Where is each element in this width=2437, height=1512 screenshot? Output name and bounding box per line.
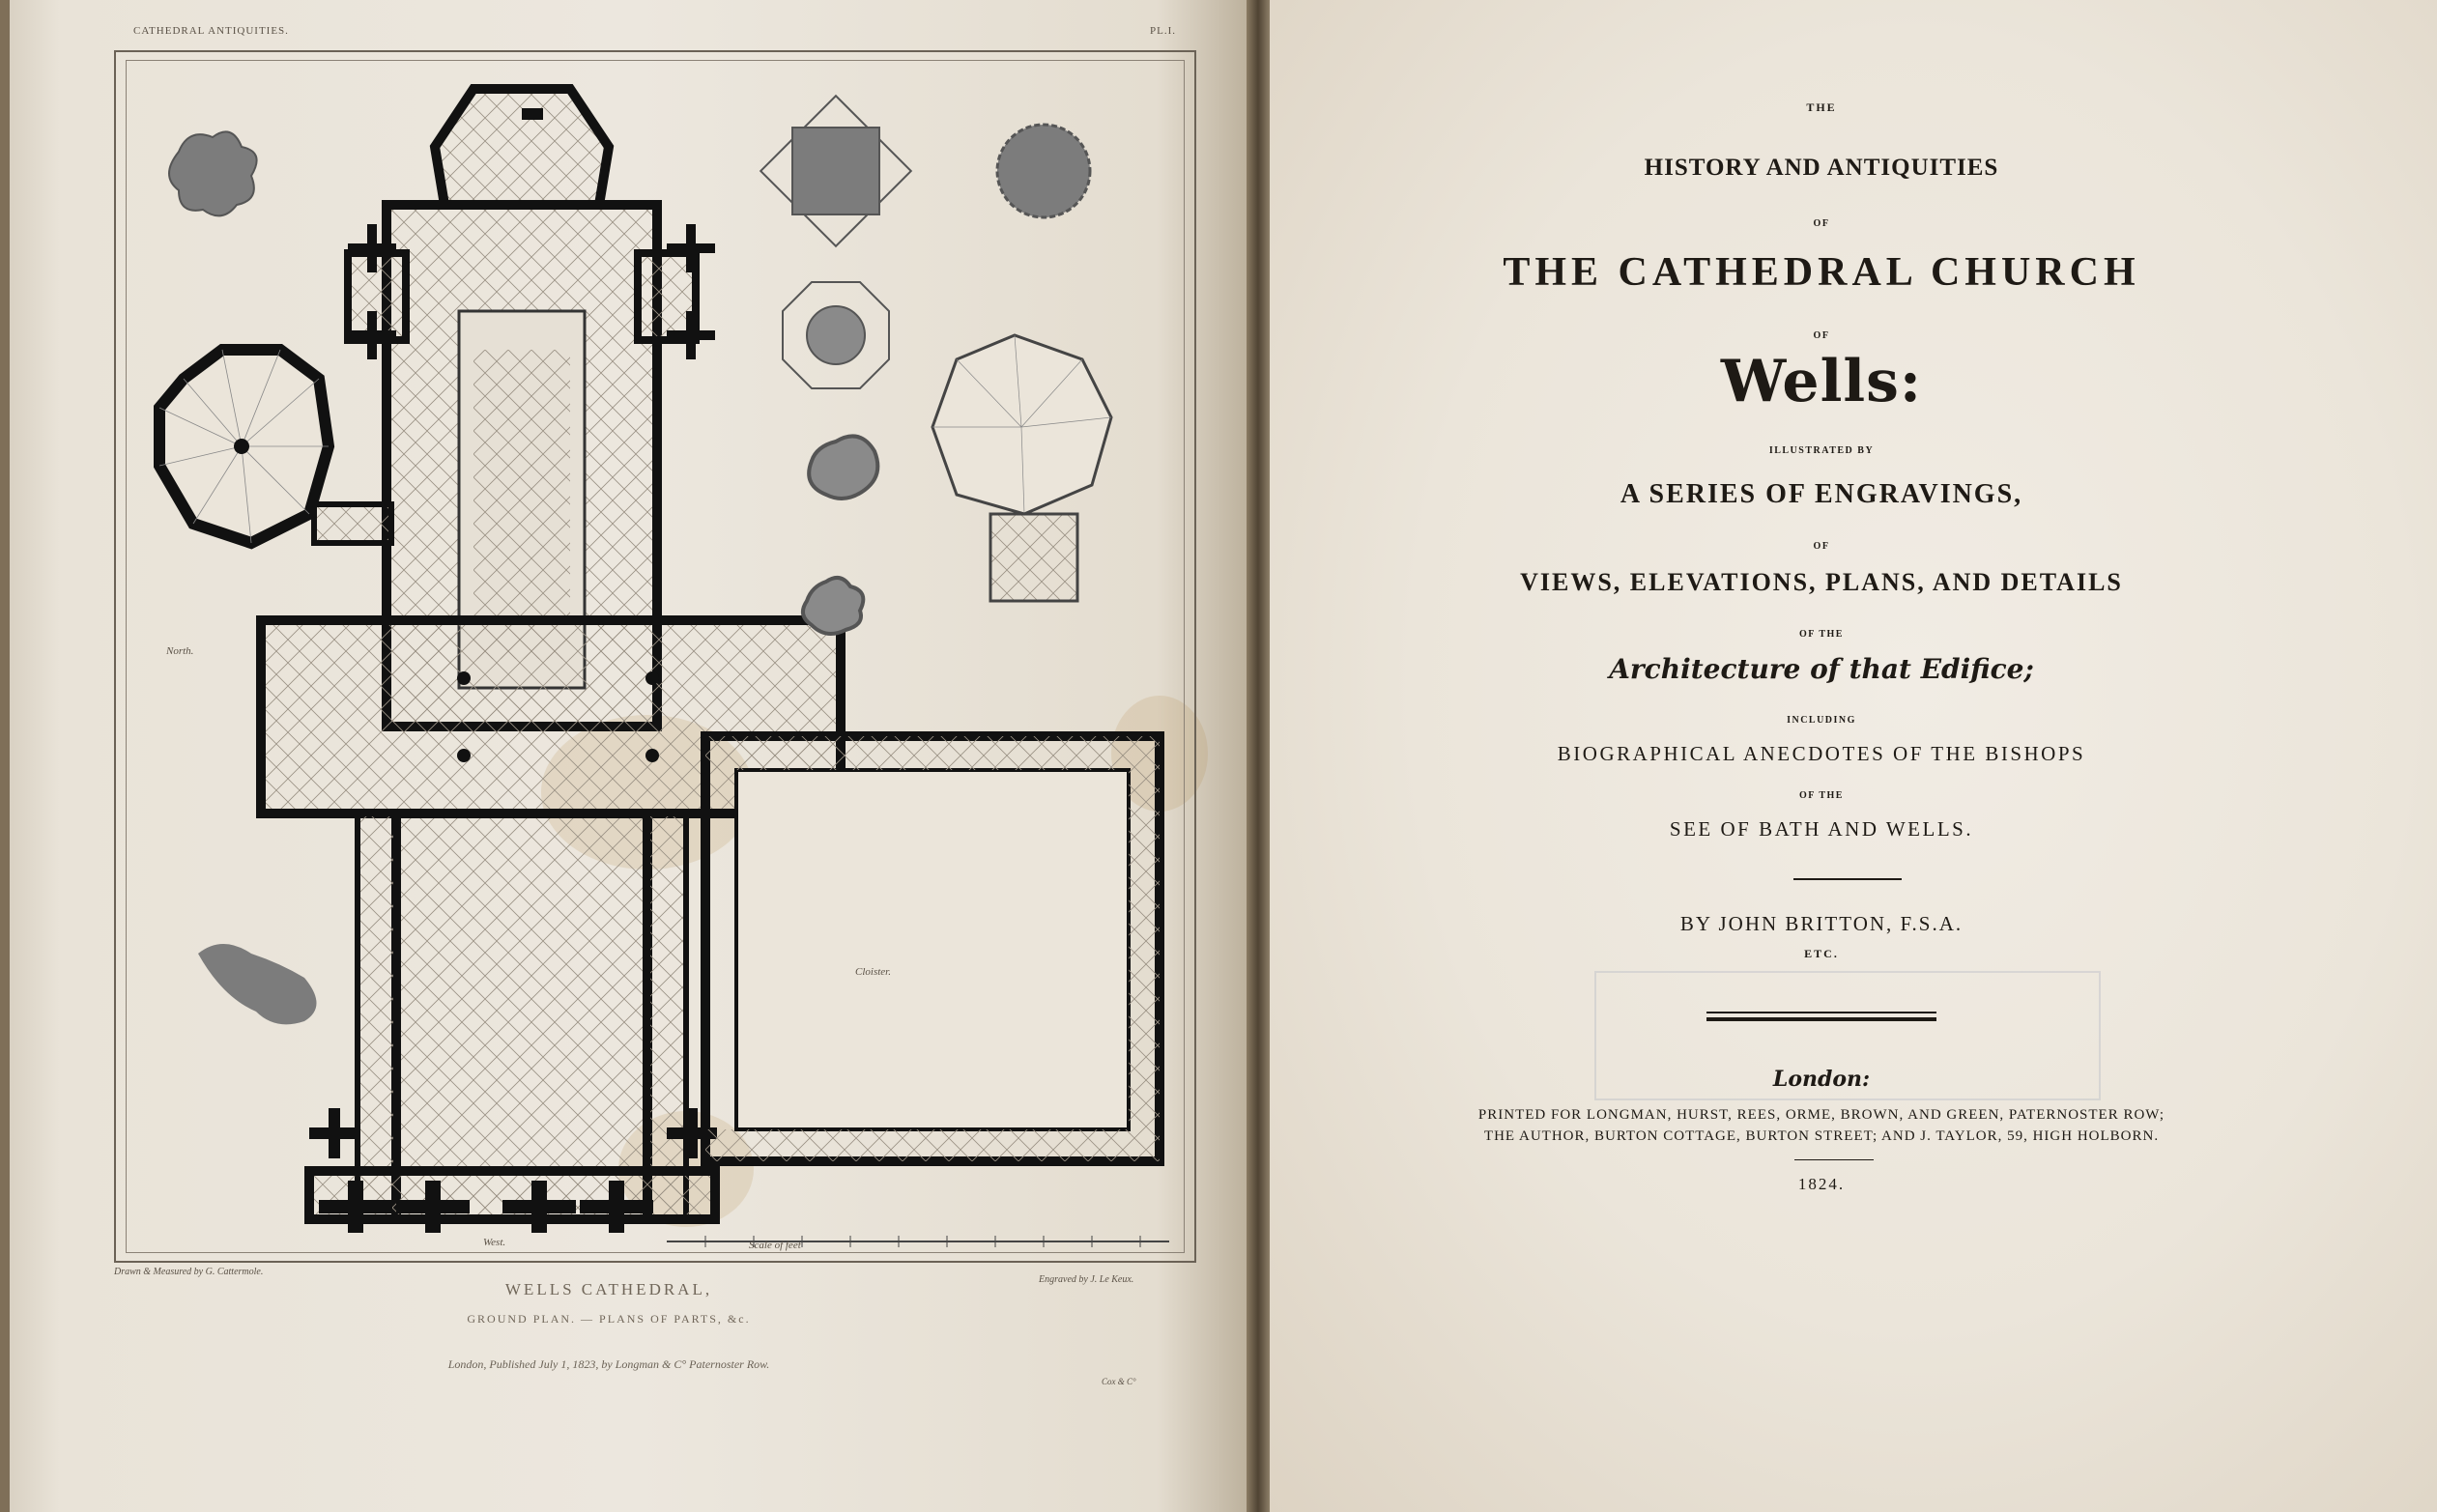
nave — [358, 813, 686, 1219]
title-wells: Wells: — [1720, 348, 1923, 415]
title-year: 1824. — [1797, 1175, 1846, 1193]
book-gutter — [1247, 0, 1270, 1512]
title-london: London: — [1772, 1067, 1871, 1092]
title-illustrated: ILLUSTRATED BY — [1768, 445, 1875, 456]
title-of-the-1: OF THE — [1799, 629, 1844, 640]
imprint-rule — [1794, 1159, 1874, 1160]
title-of-the-2: OF THE — [1799, 790, 1844, 801]
chapter-house — [159, 350, 391, 543]
printer-credit: Cox & C° — [1102, 1377, 1136, 1386]
scale-bar — [667, 1236, 1169, 1247]
plate-publication-line: London, Published July 1, 1823, by Longman & C° Paternoster Row. — [447, 1357, 770, 1371]
title-architecture: Architecture of that Edifice; — [1609, 653, 2034, 685]
title-biographical: BIOGRAPHICAL ANECDOTES OF THE BISHOPS — [1557, 742, 2086, 765]
double-rule-bottom — [1706, 1017, 1936, 1021]
title-of-3: OF — [1813, 541, 1830, 552]
credit-right: Engraved by J. Le Keux. — [1039, 1274, 1134, 1285]
title-author: BY JOHN BRITTON, F.S.A. — [1679, 912, 1964, 935]
title-of-2: OF — [1813, 330, 1830, 341]
title-history: HISTORY AND ANTIQUITIES — [1644, 155, 1999, 181]
title-of-1: OF — [1813, 218, 1830, 229]
title-views: VIEWS, ELEVATIONS, PLANS, AND DETAILS — [1520, 568, 2123, 596]
title-including: INCLUDING — [1787, 715, 1856, 726]
credit-left: Drawn & Measured by G. Cattermole. — [114, 1267, 264, 1277]
title-see: SEE OF BATH AND WELLS. — [1669, 817, 1974, 841]
title-engravings: A SERIES OF ENGRAVINGS, — [1620, 479, 2023, 509]
title-the: THE — [1806, 100, 1837, 114]
cloister — [705, 736, 1160, 1161]
cathedral-ground-plan — [126, 60, 1185, 1253]
plate-number: PL.I. — [1150, 25, 1176, 37]
label-scale: Scale of feet — [749, 1240, 801, 1251]
lady-chapel — [435, 89, 609, 205]
double-rule-top — [1706, 1012, 1936, 1013]
imprint-line-2: THE AUTHOR, BURTON COTTAGE, BURTON STREET; AND J. TAYLOR, 59, HIGH HOLBORN. — [1483, 1128, 2160, 1144]
short-rule — [1793, 878, 1902, 880]
title-cathedral-church: THE CATHEDRAL CHURCH — [1503, 250, 2140, 295]
plate-caption-title: WELLS CATHEDRAL, — [504, 1280, 713, 1298]
title-etc: ETC. — [1804, 947, 1839, 960]
plate-caption-subtitle: GROUND PLAN. — PLANS OF PARTS, &c. — [467, 1312, 751, 1326]
label-cloister: Cloister. — [855, 966, 891, 978]
label-north: North. — [166, 645, 194, 657]
imprint-line-1: PRINTED FOR LONGMAN, HURST, REES, ORME, BROWN, AND GREEN, PATERNOSTER ROW; — [1477, 1107, 2165, 1123]
label-west: West. — [483, 1237, 506, 1248]
plate-header-left: CATHEDRAL ANTIQUITIES. — [133, 25, 289, 37]
